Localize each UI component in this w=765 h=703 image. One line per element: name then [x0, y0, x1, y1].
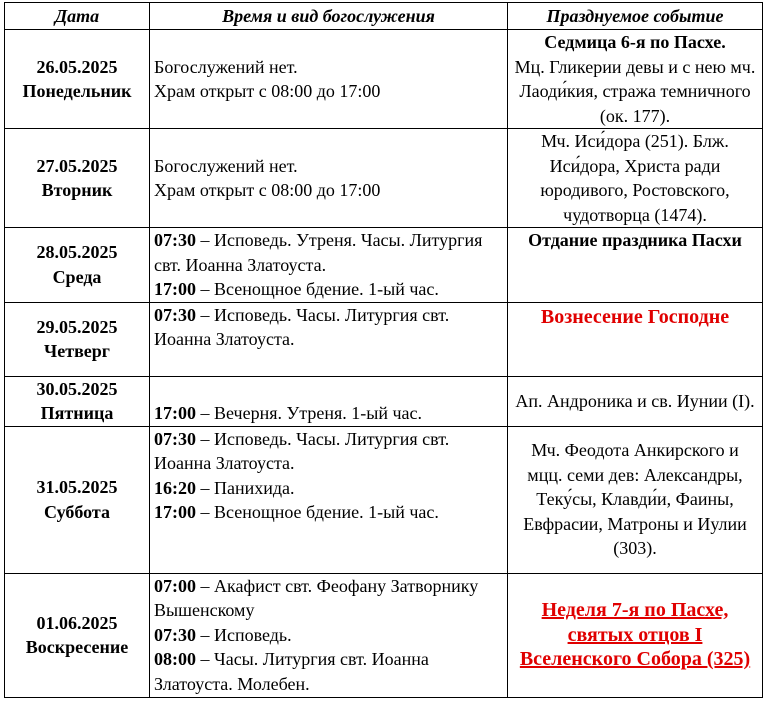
weekday: Суббота — [44, 501, 110, 522]
service-line: – Всенощное бдение. 1-ый час. — [196, 502, 439, 522]
service-line: – Исповедь. Часы. Литургия свт. Иоанна Златоуста. — [154, 304, 450, 349]
date-value: 28.05.2025 — [36, 242, 118, 263]
service-time: 08:00 — [154, 649, 196, 670]
service-time: 07:30 — [154, 428, 196, 449]
table-row — [5, 129, 763, 228]
service-time: 07:00 — [154, 575, 196, 596]
date-cell — [5, 30, 150, 129]
service-cell — [150, 228, 508, 303]
header-service: Время и вид богослужения — [150, 3, 508, 30]
service-cell — [150, 573, 508, 697]
table-row — [5, 228, 763, 303]
table-row — [5, 376, 763, 426]
table-row — [5, 30, 763, 129]
service-cell — [150, 302, 508, 376]
service-time: 16:20 — [154, 477, 196, 498]
date-value: 26.05.2025 — [36, 56, 118, 77]
service-line: Храм открыт с 08:00 до 17:00 — [154, 81, 381, 101]
date-cell — [5, 302, 150, 376]
date-value: 31.05.2025 — [36, 477, 118, 497]
service-line: – Акафист свт. Феофану Затворнику Вышенскому — [154, 575, 479, 621]
header-row — [5, 3, 763, 30]
event-cell — [508, 573, 763, 697]
service-line: Богослужений нет. — [154, 56, 298, 77]
date-cell — [5, 376, 150, 426]
service-time: 17:00 — [154, 279, 196, 299]
service-cell — [150, 129, 508, 228]
feast-title: Неделя 7-я по Пасхе, святых отцов I Вселенского Собора (325) — [519, 599, 751, 671]
event-title: Седмица 6-я по Пасхе. — [544, 32, 726, 52]
service-time: 07:30 — [154, 230, 196, 250]
weekday: Вторник — [41, 180, 113, 200]
event-cell — [508, 129, 763, 228]
service-cell — [150, 376, 508, 426]
event-text: Мч. Феодота Анкирского и мцц. семи дев: Александры, Теку́сы, Клавди́и, Фаины, Евфрасии, Матроны и Иулии (303). — [523, 440, 747, 559]
service-line: Богослужений нет. — [154, 155, 298, 176]
header-event: Празднуемое событие — [508, 3, 763, 30]
service-line: – Исповедь. Часы. Литургия свт. Иоанна Златоуста. — [154, 428, 450, 473]
service-line: – Часы. Литургия свт. Иоанна Златоуста. Молебен. — [154, 649, 429, 694]
weekday: Понедельник — [22, 81, 132, 101]
event-text: Мч. Иси́дора (251). Блж. Иси́дора, Христа ради юродивого, Ростовского, чудотворца (1474). — [540, 131, 730, 225]
header-date: Дата — [5, 3, 150, 30]
event-cell — [508, 376, 763, 426]
date-cell — [5, 129, 150, 228]
date-value: 01.06.2025 — [36, 612, 118, 633]
service-line: – Вечерня. Утреня. 1-ый час. — [196, 403, 422, 423]
service-cell — [150, 30, 508, 129]
event-cell — [508, 426, 763, 573]
event-text: Ап. Андроника и св. Иунии (I). — [515, 390, 755, 411]
table-row — [5, 302, 763, 376]
service-line: – Всенощное бдение. 1-ый час. — [196, 279, 439, 299]
event-cell — [508, 228, 763, 303]
table-row — [5, 426, 763, 573]
schedule-table — [4, 2, 763, 698]
date-cell — [5, 426, 150, 573]
service-time: 17:00 — [154, 403, 196, 423]
weekday: Среда — [52, 266, 102, 287]
event-text: Мц. Гликерии девы и с нею мч. Лаоди́кия, стража темничного (ок. 177). — [514, 56, 756, 126]
service-line: – Исповедь. Утреня. Часы. Литургия свт. Иоанна Златоуста. — [154, 230, 483, 275]
table-row — [5, 573, 763, 697]
service-line: Храм открыт с 08:00 до 17:00 — [154, 180, 381, 200]
date-value: 29.05.2025 — [36, 316, 118, 337]
weekday: Воскресение — [25, 637, 129, 657]
date-cell — [5, 228, 150, 303]
date-value: 30.05.2025 — [36, 378, 118, 399]
feast-title: Вознесение Господне — [540, 305, 730, 328]
service-cell — [150, 426, 508, 573]
event-title: Отдание праздника Пасхи — [528, 230, 742, 250]
service-line: – Исповедь. — [196, 624, 292, 645]
event-cell — [508, 30, 763, 129]
date-cell — [5, 573, 150, 697]
service-time: 17:00 — [154, 502, 196, 522]
date-value: 27.05.2025 — [36, 155, 118, 176]
service-time: 07:30 — [154, 304, 196, 325]
service-line: – Панихида. — [196, 477, 295, 498]
service-time: 07:30 — [154, 624, 196, 645]
event-cell — [508, 302, 763, 376]
weekday: Пятница — [40, 403, 114, 423]
weekday: Четверг — [44, 341, 110, 361]
